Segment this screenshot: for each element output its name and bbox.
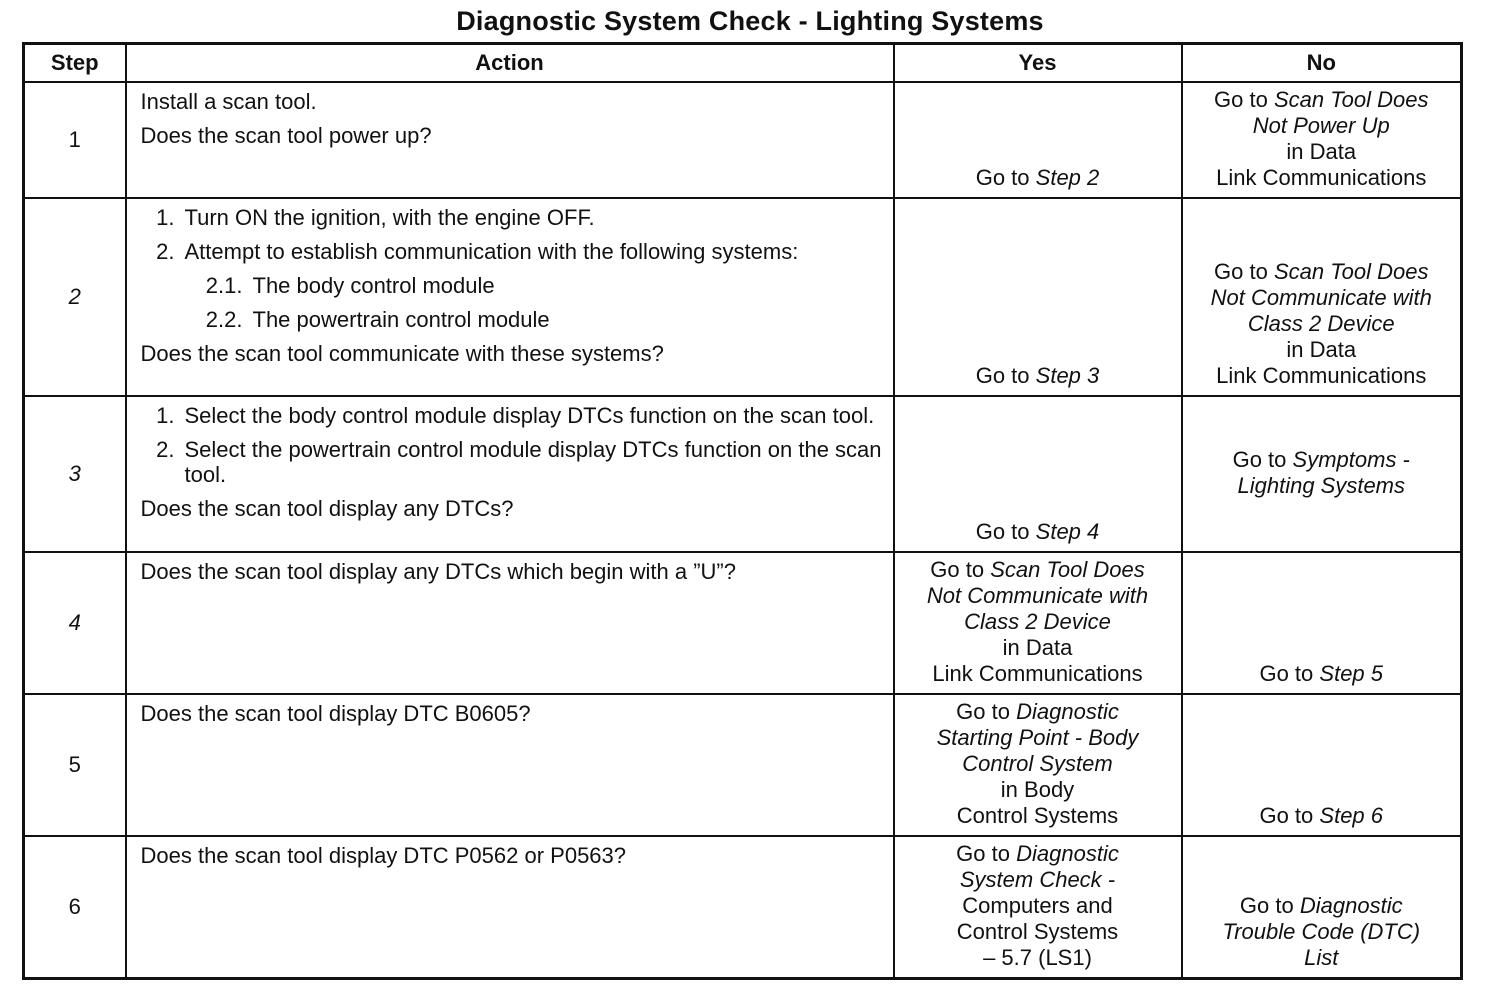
no-prefix: Go to: [1239, 893, 1294, 918]
yes-cell: [894, 552, 1182, 694]
list-item: [199, 273, 883, 298]
yes-prefix: Go to: [956, 699, 1010, 724]
yes-prefix: Go to: [975, 165, 1030, 190]
action-question: Does the scan tool display any DTCs which begin with a ”U”?: [140, 559, 736, 584]
table-header-row: [24, 44, 1462, 83]
list-item: [141, 437, 883, 487]
no-link[interactable]: Step 6: [1319, 803, 1384, 828]
header-step: Step: [24, 44, 126, 83]
yes-suffix: Control Systems: [956, 803, 1119, 828]
step-number: 1: [24, 82, 126, 198]
yes-cell: [894, 198, 1182, 396]
item-number: 1.: [156, 403, 175, 428]
action-text: Install a scan tool.: [140, 89, 317, 114]
list-item: [141, 403, 883, 428]
item-text: Turn ON the ignition, with the engine OFF.: [184, 205, 595, 230]
table-row: [24, 836, 1462, 979]
item-number: 2.: [156, 437, 175, 462]
table-row: [24, 82, 1462, 198]
no-suffix: Link Communications: [1216, 165, 1427, 190]
item-number: 1.: [156, 205, 175, 230]
item-text: Attempt to establish communication with the following systems:: [184, 239, 799, 264]
yes-link[interactable]: Scan Tool Does: [990, 557, 1145, 582]
no-suffix: in Data: [1286, 337, 1357, 362]
yes-link[interactable]: Diagnostic: [1016, 841, 1119, 866]
no-link[interactable]: Scan Tool Does: [1273, 87, 1429, 112]
action-cell: [126, 552, 894, 694]
no-cell: [1182, 82, 1462, 198]
yes-suffix: in Body: [1000, 777, 1075, 802]
yes-cell: [894, 396, 1182, 552]
yes-prefix: Go to: [956, 841, 1010, 866]
no-link[interactable]: Step 5: [1319, 661, 1384, 686]
yes-prefix: Go to: [930, 557, 985, 582]
yes-suffix: – 5.7 (LS1): [983, 945, 1092, 970]
table-row: [24, 396, 1462, 552]
no-prefix: Go to: [1214, 87, 1268, 112]
action-question: Does the scan tool display DTC B0605?: [140, 701, 531, 726]
list-item: [141, 205, 883, 230]
step-number: 3: [24, 396, 126, 552]
action-question: Does the scan tool display any DTCs?: [140, 496, 514, 521]
yes-prefix: Go to: [975, 519, 1030, 544]
item-text: Select the powertrain control module display DTCs function on the scan tool.: [184, 437, 882, 487]
yes-cell: [894, 836, 1182, 979]
yes-link[interactable]: Step 4: [1035, 519, 1100, 544]
step-number: 4: [24, 552, 126, 694]
action-question: Does the scan tool display DTC P0562 or P0563?: [140, 843, 627, 868]
item-text: Select the body control module display DTCs function on the scan tool.: [184, 403, 875, 428]
no-suffix: in Data: [1286, 139, 1357, 164]
header-yes: Yes: [894, 44, 1182, 83]
list-item: [141, 239, 883, 264]
step-number: 5: [24, 694, 126, 836]
table-row: [24, 694, 1462, 836]
yes-suffix: Link Communications: [932, 661, 1143, 686]
item-text: The body control module: [252, 273, 495, 298]
no-suffix: Link Communications: [1216, 363, 1427, 388]
no-cell: [1182, 198, 1462, 396]
no-prefix: Go to: [1259, 803, 1314, 828]
no-prefix: Go to: [1259, 661, 1314, 686]
table-row: [24, 198, 1462, 396]
yes-link[interactable]: Step 3: [1035, 363, 1100, 388]
no-link[interactable]: Not Communicate with: [1210, 285, 1432, 310]
no-link[interactable]: List: [1304, 945, 1339, 970]
action-cell: [126, 836, 894, 979]
yes-link[interactable]: Control System: [962, 751, 1113, 776]
yes-link[interactable]: Class 2 Device: [964, 609, 1111, 634]
yes-link[interactable]: System Check -: [959, 867, 1116, 892]
no-link[interactable]: Trouble Code (DTC): [1222, 919, 1421, 944]
yes-link[interactable]: Step 2: [1035, 165, 1100, 190]
action-question: Does the scan tool power up?: [140, 123, 432, 148]
no-cell: [1182, 396, 1462, 552]
yes-prefix: Go to: [975, 363, 1030, 388]
list-item: [199, 307, 883, 332]
no-cell: [1182, 836, 1462, 979]
yes-suffix: Control Systems: [956, 919, 1119, 944]
no-link[interactable]: Class 2 Device: [1247, 311, 1395, 336]
yes-cell: [894, 82, 1182, 198]
no-link[interactable]: Not Power Up: [1252, 113, 1390, 138]
header-action: Action: [126, 44, 894, 83]
no-prefix: Go to: [1232, 447, 1287, 472]
yes-cell: [894, 694, 1182, 836]
yes-link[interactable]: Diagnostic: [1016, 699, 1119, 724]
no-link[interactable]: Scan Tool Does: [1273, 259, 1429, 284]
action-list: [141, 403, 883, 487]
no-link[interactable]: Diagnostic: [1299, 893, 1403, 918]
page-title: Diagnostic System Check - Lighting Systems: [456, 6, 1044, 36]
action-cell: [126, 396, 894, 552]
no-link[interactable]: Symptoms -: [1292, 447, 1410, 472]
yes-link[interactable]: Starting Point - Body: [936, 725, 1139, 750]
table-row: [24, 552, 1462, 694]
action-cell: [126, 198, 894, 396]
no-cell: [1182, 694, 1462, 836]
no-cell: [1182, 552, 1462, 694]
yes-link[interactable]: Not Communicate with: [926, 583, 1149, 608]
item-text: The powertrain control module: [252, 307, 550, 332]
action-cell: [126, 82, 894, 198]
no-link[interactable]: Lighting Systems: [1237, 473, 1406, 498]
yes-suffix: Computers and: [962, 893, 1113, 918]
item-number: 2.2.: [205, 307, 243, 332]
action-list: [141, 205, 883, 264]
yes-suffix: in Data: [1002, 635, 1073, 660]
no-prefix: Go to: [1214, 259, 1268, 284]
step-number: 2: [24, 198, 126, 396]
action-cell: [126, 694, 894, 836]
action-question: Does the scan tool communicate with these systems?: [140, 341, 664, 366]
header-no: No: [1182, 44, 1462, 83]
action-sublist: [141, 273, 883, 332]
item-number: 2.1.: [205, 273, 243, 298]
item-number: 2.: [156, 239, 175, 264]
diagnostic-table: [22, 42, 1463, 980]
step-number: 6: [24, 836, 126, 979]
